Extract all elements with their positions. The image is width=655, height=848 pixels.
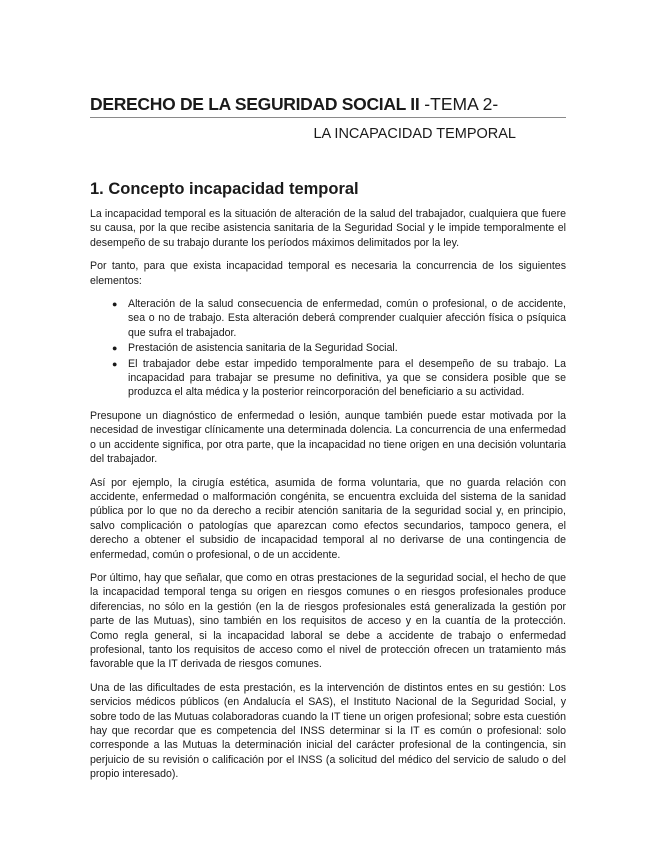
paragraph-elements-intro: Por tanto, para que exista incapacidad temporal es necesaria la concurrencia de los siguientes elementos: bbox=[90, 260, 566, 287]
header-divider bbox=[90, 117, 566, 118]
topic-label: -TEMA 2- bbox=[419, 94, 499, 114]
bullet-icon: ● bbox=[112, 343, 118, 354]
paragraph-diagnosis: Presupone un diagnóstico de enfermedad o lesión, aunque también puede estar motivada por la necesidad de investigar clínicamente una determinada dolencia. La concurrencia de una enfermedad o un accidente significa, por otra parte, que la incapacidad no tiene origen en una decisión voluntaria del trabajador. bbox=[90, 409, 566, 466]
document-subtitle: LA INCAPACIDAD TEMPORAL bbox=[313, 126, 516, 142]
list-item-text: Prestación de asistencia sanitaria de la Seguridad Social. bbox=[128, 342, 398, 355]
paragraph-definition: La incapacidad temporal es la situación de alteración de la salud del trabajador, cualquiera que fuere su causa, por la que recibe asistencia sanitaria de la Seguridad Social y le impide temporalmente el desempeño de su trabajo durante los períodos máximos delimitados por la ley. bbox=[90, 208, 566, 249]
bullet-icon: ● bbox=[112, 358, 118, 369]
course-title: DERECHO DE LA SEGURIDAD SOCIAL II bbox=[90, 94, 420, 114]
list-item bbox=[112, 341, 566, 355]
bullet-icon: ● bbox=[112, 299, 118, 310]
section-body bbox=[90, 207, 566, 791]
section-heading: 1. Concepto incapacidad temporal bbox=[90, 180, 359, 198]
list-item-text: Alteración de la salud consecuencia de enfermedad, común o profesional, o de accidente, sea o no de trabajo. Esta alteración deberá comprender cualquier afección física o psíquica que sufra el trabajador. bbox=[128, 298, 566, 339]
elements-list bbox=[90, 297, 566, 400]
list-item-text: El trabajador debe estar impedido temporalmente para el desempeño de su trabajo. La incapacidad para trabajar se presume no definitiva, ya que se considera posible que se produzca el alta médica y la posterior reincorporación del beneficiario a su actividad. bbox=[128, 357, 566, 399]
list-item bbox=[112, 297, 566, 340]
document-header bbox=[90, 93, 565, 115]
list-item bbox=[112, 357, 566, 400]
paragraph-risks: Por último, hay que señalar, que como en otras prestaciones de la seguridad social, el hecho de que la incapacidad temporal tenga su origen en riesgos comunes o en riesgos profesionales produce diferencias, no sólo en la gestión (en la de riesgos profesionales está generalizada la gestión por parte de las Mutuas), sino también en los requisitos de acceso y en la cuantía de la protección. Como regla general, si la incapacidad laboral se debe a accidente de trabajo o enfermedad profesional, tanto los requisitos de acceso como el nivel de protección ofrecen un tratamiento más favorable que la IT derivada de riesgos comunes. bbox=[90, 571, 566, 671]
paragraph-management: Una de las dificultades de esta prestación, es la intervención de distintos entes en su gestión: Los servicios médicos públicos (en Andalucía el SAS), el Instituto Nacional de la Seguridad Social, y sobre todo de las Mutuas colaboradoras cuando la IT tiene un origen profesional; sobre esta cuestión hay que recordar que es competencia del INSS determinar si la IT es común o profesional: solo corresponde a las Mutuas la determinación inicial del carácter profesional de la contingencia, sin perjuicio de su revisión o calificación por el INSS (a solicitud del médico del servicio de saludo o del propio interesado). bbox=[90, 681, 566, 781]
paragraph-example: Así por ejemplo, la cirugía estética, asumida de forma voluntaria, que no guarda relación con accidente, enfermedad o malformación congénita, se encuentra excluida del sistema de la sanidad pública por lo que no da derecho a recibir atención sanitaria de la seguridad social y, en principio, salvo complicación o patologías que aparezcan como efectos secundarios, tampoco genera, el derecho a obtener el subsidio de incapacidad temporal al no derivarse de una contingencia de enfermedad, común o profesional, o de un accidente. bbox=[90, 476, 566, 561]
